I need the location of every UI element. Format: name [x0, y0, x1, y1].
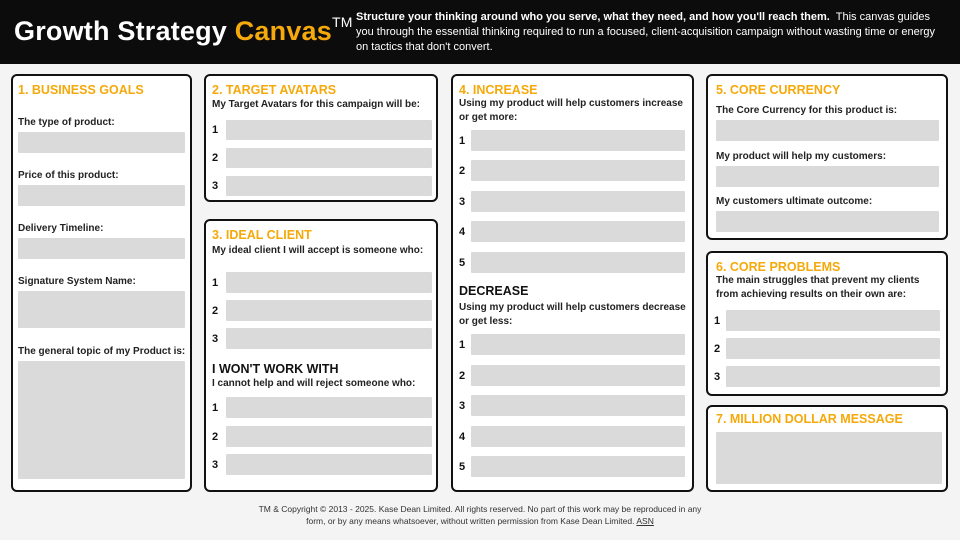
- intro-rest: This canvas guides you through the essential thinking required to run a focused, client-acquisition campaign without wasting time or energy on tactics that don't convert.: [356, 11, 936, 53]
- decrease-number: 3: [459, 400, 466, 412]
- wont-work-number: 1: [212, 402, 219, 414]
- wont-work-with-heading: I WON'T WORK WITH: [212, 362, 339, 376]
- target-avatars-card: [204, 74, 438, 202]
- core-currency-card: [706, 74, 948, 240]
- core-currency-field[interactable]: [716, 120, 939, 141]
- decrease-heading: DECREASE: [459, 284, 529, 298]
- wont-work-number: 2: [212, 431, 219, 443]
- copyright-footer: [250, 503, 710, 527]
- increase-number: 2: [459, 165, 466, 177]
- core-problem-number: 2: [714, 343, 721, 355]
- copyright-text: TM & Copyright © 2013 - 2025. Kase Dean Limited. All rights reserved. No part of this work may be reproduced in any form, or by any means whatsoever, without written permission from Kase Dean Limited.: [258, 504, 702, 526]
- increase-field-5[interactable]: [471, 252, 685, 273]
- delivery-timeline-label: Delivery Timeline:: [18, 223, 104, 234]
- core-problems-prompt: The main struggles that prevent my clients from achieving results on their own are:: [716, 275, 920, 300]
- ideal-client-number: 3: [212, 333, 219, 345]
- avatar-number: 1: [212, 124, 219, 136]
- ultimate-outcome-field[interactable]: [716, 211, 939, 232]
- increase-number: 4: [459, 226, 466, 238]
- million-dollar-heading: 7. MILLION DOLLAR MESSAGE: [716, 412, 903, 426]
- increase-field-4[interactable]: [471, 221, 685, 242]
- increase-field-1[interactable]: [471, 130, 685, 151]
- title-accent: Canvas: [234, 16, 332, 46]
- product-type-label: The type of product:: [18, 117, 115, 128]
- avatar-number: 3: [212, 180, 219, 192]
- intro-bold: Structure your thinking around who you serve, what they need, and how you'll reach them.: [356, 11, 830, 23]
- million-dollar-card: [706, 405, 948, 492]
- ideal-client-field-2[interactable]: [226, 300, 432, 321]
- increase-heading: 4. INCREASE: [459, 83, 538, 97]
- ideal-client-number: 1: [212, 277, 219, 289]
- decrease-number: 4: [459, 431, 466, 443]
- increase-number: 5: [459, 257, 466, 269]
- core-problems-card: [706, 251, 948, 396]
- asn-link[interactable]: ASN: [636, 516, 654, 526]
- ideal-client-card: [204, 219, 438, 492]
- increase-field-2[interactable]: [471, 160, 685, 181]
- ideal-client-prompt: My ideal client I will accept is someone who:: [212, 245, 424, 256]
- ultimate-outcome-label: My customers ultimate outcome:: [716, 196, 873, 207]
- decrease-field-4[interactable]: [471, 426, 685, 447]
- decrease-prompt: Using my product will help customers decrease or get less:: [459, 302, 686, 327]
- product-topic-field[interactable]: [18, 361, 185, 479]
- decrease-number: 5: [459, 461, 466, 473]
- avatar-number: 2: [212, 152, 219, 164]
- wont-work-with-prompt: I cannot help and will reject someone who:: [212, 378, 416, 389]
- core-problem-number: 1: [714, 315, 721, 327]
- product-topic-label: The general topic of my Product is:: [18, 346, 186, 357]
- wont-work-field-3[interactable]: [226, 454, 432, 475]
- intro-text: [356, 10, 946, 55]
- signature-system-field[interactable]: [18, 291, 185, 328]
- increase-number: 1: [459, 135, 466, 147]
- title-main: Growth Strategy: [14, 16, 228, 46]
- increase-number: 3: [459, 196, 466, 208]
- core-currency-label: The Core Currency for this product is:: [716, 105, 898, 116]
- decrease-field-3[interactable]: [471, 395, 685, 416]
- delivery-timeline-field[interactable]: [18, 238, 185, 259]
- increase-decrease-card: [451, 74, 694, 492]
- increase-prompt: Using my product will help customers increase or get more:: [459, 98, 683, 123]
- product-type-field[interactable]: [18, 132, 185, 153]
- ideal-client-field-1[interactable]: [226, 272, 432, 293]
- avatar-field-2[interactable]: [226, 148, 432, 168]
- avatar-field-3[interactable]: [226, 176, 432, 196]
- ideal-client-number: 2: [212, 305, 219, 317]
- decrease-field-2[interactable]: [471, 365, 685, 386]
- ideal-client-heading: 3. IDEAL CLIENT: [212, 228, 312, 242]
- core-problem-number: 3: [714, 371, 721, 383]
- wont-work-field-2[interactable]: [226, 426, 432, 447]
- increase-field-3[interactable]: [471, 191, 685, 212]
- core-problems-heading: 6. CORE PROBLEMS: [716, 260, 841, 274]
- wont-work-field-1[interactable]: [226, 397, 432, 418]
- page-title: [14, 16, 353, 47]
- million-dollar-field[interactable]: [716, 432, 942, 484]
- price-label: Price of this product:: [18, 170, 119, 181]
- core-currency-heading: 5. CORE CURRENCY: [716, 83, 841, 97]
- business-goals-heading: 1. BUSINESS GOALS: [18, 83, 144, 97]
- business-goals-card: [11, 74, 192, 492]
- core-problem-field-3[interactable]: [726, 366, 940, 387]
- decrease-field-1[interactable]: [471, 334, 685, 355]
- core-problem-field-1[interactable]: [726, 310, 940, 331]
- decrease-field-5[interactable]: [471, 456, 685, 477]
- help-customers-field[interactable]: [716, 166, 939, 187]
- avatar-field-1[interactable]: [226, 120, 432, 140]
- ideal-client-field-3[interactable]: [226, 328, 432, 349]
- core-problem-field-2[interactable]: [726, 338, 940, 359]
- target-avatars-prompt: My Target Avatars for this campaign will be:: [212, 99, 421, 110]
- target-avatars-heading: 2. TARGET AVATARS: [212, 83, 337, 97]
- decrease-number: 1: [459, 339, 466, 351]
- header-bar: [0, 0, 960, 64]
- decrease-number: 2: [459, 370, 466, 382]
- wont-work-number: 3: [212, 459, 219, 471]
- price-field[interactable]: [18, 185, 185, 206]
- trademark-mark: TM: [332, 14, 353, 30]
- signature-system-label: Signature System Name:: [18, 276, 136, 287]
- help-customers-label: My product will help my customers:: [716, 151, 887, 162]
